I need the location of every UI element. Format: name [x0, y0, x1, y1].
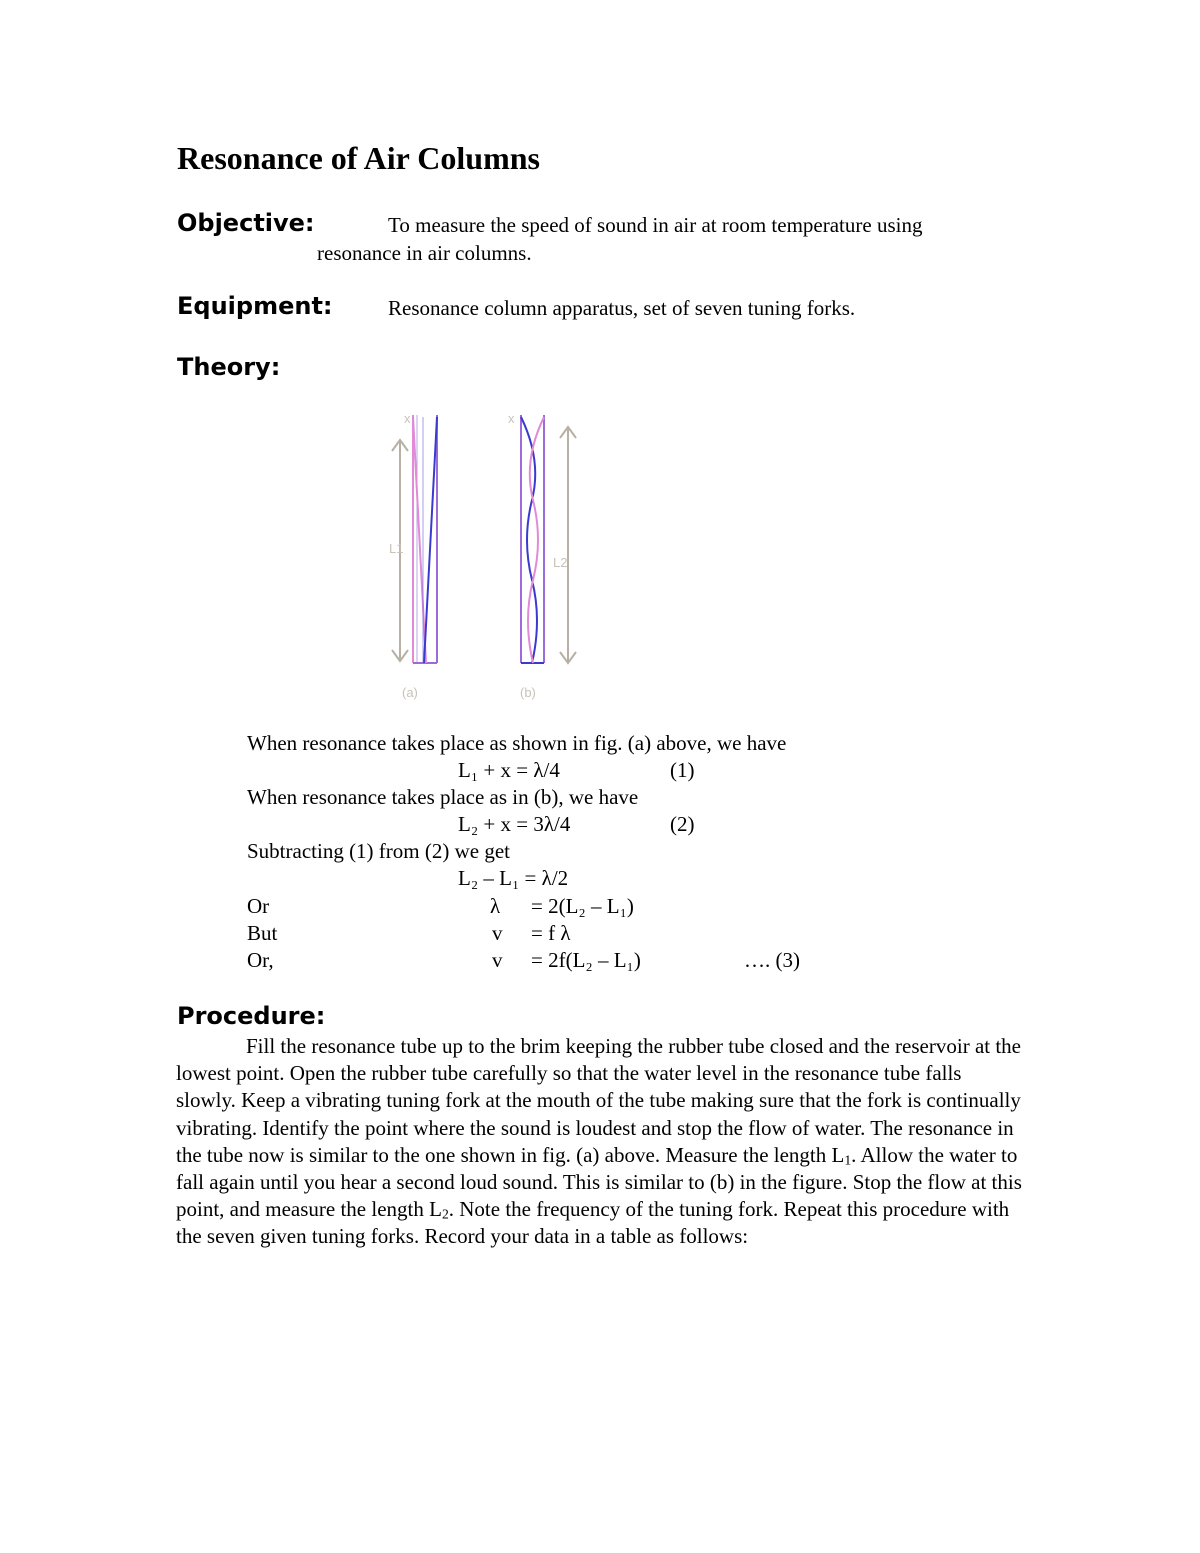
theory-line-a: When resonance takes place as shown in fig. (a) above, we have: [247, 731, 787, 755]
equipment-heading: Equipment:: [177, 292, 333, 320]
caption-b: (b): [520, 685, 536, 700]
equation-1: L₁ + x = λ/4: [458, 758, 560, 782]
procedure-text-part3: . Note the frequency of the tuning fork. Repeat this procedure with the seven given tuning forks. Record your data in a table as follows:: [176, 1197, 1010, 1249]
but-label: But: [247, 921, 278, 945]
but-lhs: v: [492, 921, 503, 945]
or-rhs-1: = 2(L₂ – L₁): [531, 894, 634, 918]
equipment-text: Resonance column apparatus, set of seven tuning forks.: [388, 296, 856, 320]
equation-difference: L₂ – L₁ = λ/2: [458, 866, 569, 890]
procedure-paragraph: [176, 1033, 1026, 1251]
equation-2-number: (2): [670, 812, 695, 836]
objective-text-line2: resonance in air columns.: [317, 241, 532, 265]
theory-line-b: When resonance takes place as in (b), we have: [247, 785, 639, 809]
caption-a: (a): [402, 685, 418, 700]
procedure-sub-1: 1: [844, 1152, 852, 1168]
but-rhs: = f λ: [531, 921, 571, 945]
procedure-heading: Procedure:: [177, 1002, 326, 1030]
objective-text-line1: To measure the speed of sound in air at room temperature using: [388, 213, 923, 237]
label-x-a: x: [404, 411, 411, 426]
objective-heading: Objective:: [177, 209, 315, 237]
procedure-sub-2: 2: [441, 1206, 449, 1222]
theory-line-subtract: Subtracting (1) from (2) we get: [247, 839, 511, 863]
tube-b: [521, 415, 544, 663]
or-rhs-2: = 2f(L₂ – L₁): [531, 948, 641, 972]
or-label-2: Or,: [247, 948, 274, 972]
or-lhs-2: v: [492, 948, 503, 972]
arrow-l2: [560, 427, 576, 663]
procedure-text-part2: . Allow the water to fall again until you hear a second loud sound. This is similar to (b) in the figure. Stop the flow at this point, and measure the length L: [176, 1142, 1022, 1222]
or-label-1: Or: [247, 894, 270, 918]
equation-1-number: (1): [670, 758, 695, 782]
label-l1: L1: [389, 541, 404, 556]
page-title: Resonance of Air Columns: [177, 140, 540, 176]
label-x-b: x: [508, 411, 515, 426]
equation-2: L₂ + x = 3λ/4: [458, 812, 571, 836]
procedure-text-part1: Fill the resonance tube up to the brim keeping the rubber tube closed and the reservoir at the lowest point. Open the rubber tube carefully so that the water level in the resonance tube falls slowly. Keep a vibrating tuning fork at the mouth of the tube making sure that the fork is continually vibrating. Identify the point where the sound is loudest and stop the flow of water. The resonance in the tube now is similar to the one shown in fig. (a) above. Measure the length L: [176, 1034, 1022, 1167]
theory-heading: Theory:: [177, 353, 281, 381]
equation-3-number: …. (3): [744, 948, 800, 972]
resonance-figure: [380, 405, 600, 710]
tube-a: [413, 415, 437, 663]
label-l2: L2: [553, 555, 568, 570]
or-lhs-1: λ: [490, 894, 501, 918]
